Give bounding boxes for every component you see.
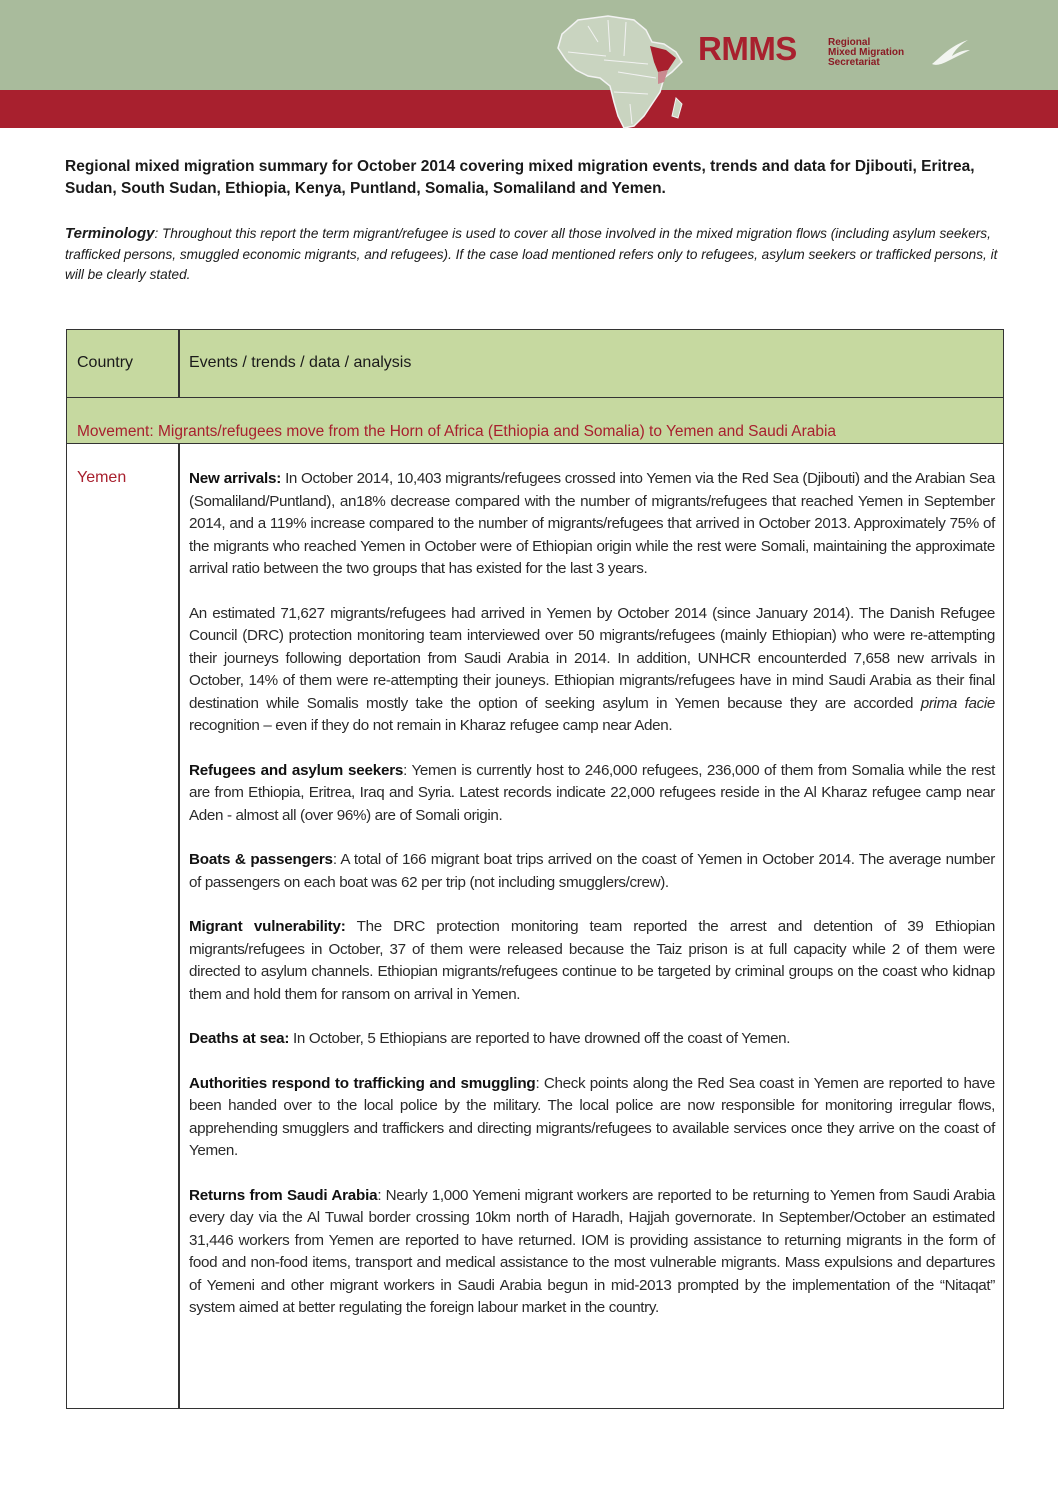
paragraph-text: : Check points along the Red Sea coast in Yemen are reported to have been handed over to the local police by the military. The local police are now responsible for monitoring irregular flows, apprehending smugglers and traffickers and directing migrants/refugees to available services once they arrive on the coast of Yemen.	[189, 1074, 995, 1159]
paragraph-text: : Yemen is currently host to 246,000 refugees, 236,000 of them from Somalia while the rest are from Ethiopia, Eritrea, Iraq and Syria. Latest records indicate 22,000 refugees reside in the Al Kharaz refugee camp near Aden - almost all (over 96%) are of Somali origin.	[189, 761, 995, 824]
terminology-label: Terminology	[65, 225, 155, 242]
table-header-row	[67, 330, 1003, 398]
bird-logo-icon	[928, 36, 974, 68]
summary-table	[66, 329, 1004, 1409]
paragraph-text: In October 2014, 10,403 migrants/refugees crossed into Yemen via the Red Sea (Djibouti) and the Arabian Sea (Somaliland/Puntland), an18% decrease compared with the number of migrants/refugees that reached Yemen in September 2014, and a 119% increase compared to the number of migrants/refugees that arrived in October 2013. Approximately 75% of the migrants who reached Yemen in October were of Ethiopian origin while the rest were Somali, maintaining the approximate arrival ratio between the two groups that has existed for the last 3 years.	[189, 470, 996, 577]
logo-sub-line-1: Regional	[828, 37, 871, 48]
paragraph-text: In October, 5 Ethiopians are reported to have drowned off the coast of Yemen.	[289, 1030, 791, 1047]
events-cell	[189, 468, 995, 1342]
document-title: Regional mixed migration summary for October 2014 covering mixed migration events, trends and data for Djibouti, Eritrea, Sudan, South Sudan, Ethiopia, Kenya, Puntland, Somalia, Somaliland and Yemen.	[65, 158, 975, 197]
paragraph-authorities	[189, 1073, 995, 1163]
paragraph-label: Returns from Saudi Arabia	[189, 1186, 378, 1204]
paragraph-label: Authorities respond to trafficking and smuggling	[189, 1074, 536, 1092]
africa-map-icon	[548, 12, 698, 130]
logo-sub-line-2: Mixed Migration	[828, 47, 905, 58]
paragraph-vulnerability	[189, 916, 995, 1006]
paragraph-text: The DRC protection monitoring team reported the arrest and detention of 39 Ethiopian migrants/refugees in October, 37 of them were released because the Taiz prison is at full capacity while 2 of them were directed to asylum channels. Ethiopian migrants/refugees continue to be targeted by criminal groups on the coast who kidnap them and hold them for ransom on arrival in Yemen.	[189, 918, 996, 1003]
paragraph-label: Migrant vulnerability:	[189, 918, 346, 935]
terminology-note	[65, 224, 999, 286]
paragraph-text: An estimated 71,627 migrants/refugees had arrived in Yemen by October 2014 (since January 2014). The Danish Refugee Council (DRC) protection monitoring team interviewed over 50 migrants/refugees (mainly Ethiopian) who were re-attempting their journeys following deportation from Saudi Arabia in 2014. In addition, UNHCR encounterded 7,658 new arrivals in October, 14% of them were re-attempting their jouneys. Ethiopian migrants/refugees have in mind Saudi Arabia as their final destination while Somalis mostly take the option of seeking asylum in Yemen because they are accorded prima facie recognition – even if they do not remain in Kharaz refugee camp near Aden.	[189, 604, 995, 734]
paragraph-text: : Nearly 1,000 Yemeni migrant workers are reported to be returning to Yemen from Saudi Arabia every day via the Al Tuwal border crossing 10km north of Haradh, Hajjah governorate. In September/October an estimated 31,446 workers from Yemen are reported to have returned. IOM is providing assistance to returning migrants in the form of food and non-food items, transport and medical assistance to the most vulnerable migrants. Mass expulsions and departures of Yemeni and other migrant workers in Saudi Arabia begun in mid-2013 prompted by the implementation of the “Nitaqat” system aimed at better regulating the foreign labour market in the country.	[189, 1186, 995, 1316]
header-stripe	[0, 90, 1058, 128]
movement-row	[67, 398, 1003, 444]
paragraph-estimated-arrivals	[189, 603, 995, 738]
paragraph-returns	[189, 1185, 995, 1320]
header-country: Country	[77, 354, 134, 371]
rmms-logo: RMMS	[698, 30, 797, 67]
column-divider-body	[178, 444, 180, 1408]
movement-heading: Movement: Migrants/refugees move from the Horn of Africa (Ethiopia and Somalia) to Yemen and Saudi Arabia	[77, 423, 837, 440]
paragraph-new-arrivals	[189, 468, 995, 581]
paragraph-label: New arrivals:	[189, 470, 282, 487]
column-divider	[178, 330, 180, 398]
paragraph-label: Boats & passengers	[189, 851, 333, 868]
logo-subtitle	[828, 38, 904, 68]
terminology-text: : Throughout this report the term migrant/refugee is used to cover all those involved in the mixed migration flows (including asylum seekers, trafficked persons, smuggled economic migrants, and refugees). If the case load mentioned refers only to refugees, asylum seekers or trafficked persons, it will be clearly stated.	[65, 226, 998, 282]
paragraph-label: Deaths at sea:	[189, 1030, 290, 1047]
paragraph-refugees	[189, 760, 995, 828]
header-events: Events / trends / data / analysis	[189, 354, 412, 371]
paragraph-label: Refugees and asylum seekers	[189, 761, 404, 779]
country-cell: Yemen	[77, 469, 127, 486]
paragraph-boats	[189, 849, 995, 894]
paragraph-text: : A total of 166 migrant boat trips arrived on the coast of Yemen in October 2014. The average number of passengers on each boat was 62 per trip (not including smugglers/crew).	[189, 851, 995, 891]
paragraph-deaths	[189, 1028, 995, 1051]
logo-sub-line-3: Secretariat	[828, 57, 880, 68]
